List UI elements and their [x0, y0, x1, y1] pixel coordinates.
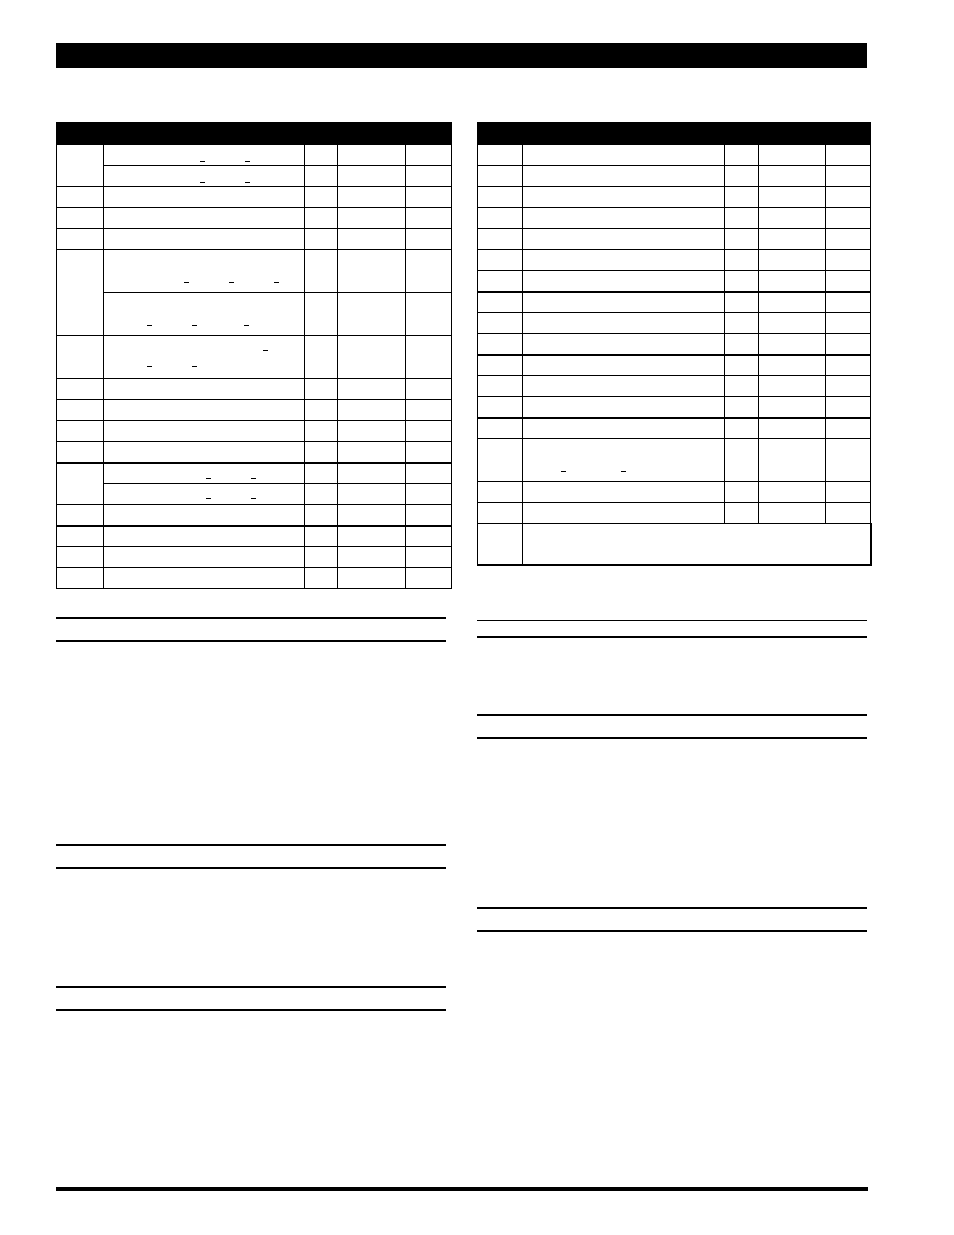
description-cell [104, 463, 305, 484]
pin-cell [478, 482, 523, 503]
table-cell [725, 166, 759, 187]
section-rule [477, 620, 867, 621]
table-cell [725, 482, 759, 503]
table-cell [759, 166, 826, 187]
pin-cell [478, 313, 523, 334]
pin-cell [57, 568, 104, 589]
table-cell [305, 250, 338, 293]
column-header [406, 123, 452, 145]
table-cell [759, 313, 826, 334]
section-rule [56, 867, 446, 869]
description-cell [104, 505, 305, 526]
table-cell [406, 187, 452, 208]
description-cell [104, 379, 305, 400]
left-pin-table [56, 122, 452, 589]
table-cell [725, 439, 759, 482]
pin-cell [478, 166, 523, 187]
table-cell [725, 397, 759, 418]
overbar-mark [274, 282, 279, 283]
table-cell [338, 379, 406, 400]
pin-cell [57, 229, 104, 250]
column-header [826, 123, 871, 145]
table-row [478, 397, 871, 418]
table-cell [305, 166, 338, 187]
table-row [478, 187, 871, 208]
table-cell [725, 271, 759, 292]
table-row [57, 229, 452, 250]
table-cell [759, 439, 826, 482]
table-cell [826, 376, 871, 397]
description-cell [104, 547, 305, 568]
overbar-mark [192, 366, 197, 367]
description-cell [523, 208, 725, 229]
description-cell [104, 400, 305, 421]
table-row [478, 208, 871, 229]
description-cell [523, 439, 725, 482]
section-rule [477, 636, 867, 638]
table-row [57, 250, 452, 293]
pin-cell [478, 376, 523, 397]
table-cell [826, 334, 871, 355]
overbar-mark [147, 325, 152, 326]
table-row [478, 145, 871, 166]
table-cell [406, 166, 452, 187]
description-cell [523, 355, 725, 376]
table-cell [406, 463, 452, 484]
table-cell [305, 505, 338, 526]
table-cell [826, 439, 871, 482]
table-cell [759, 271, 826, 292]
table-cell [406, 229, 452, 250]
table-cell [759, 250, 826, 271]
table-cell [338, 442, 406, 463]
section-rule [477, 737, 867, 739]
overbar-mark [251, 498, 256, 499]
description-cell [104, 442, 305, 463]
table-cell [826, 229, 871, 250]
overbar-mark [621, 471, 626, 472]
table-cell [338, 145, 406, 166]
table-cell [305, 145, 338, 166]
pin-cell [478, 271, 523, 292]
table-header-row [478, 123, 871, 145]
description-cell [523, 229, 725, 250]
right-pin-table [477, 122, 872, 566]
pin-cell [57, 547, 104, 568]
table-cell [759, 187, 826, 208]
table-cell [338, 421, 406, 442]
pin-cell [57, 187, 104, 208]
pin-cell [57, 442, 104, 463]
table-row [57, 463, 452, 484]
section-rule [56, 986, 446, 988]
section-rule [56, 844, 446, 846]
description-cell [104, 526, 305, 547]
table-row [57, 187, 452, 208]
table-cell [725, 250, 759, 271]
table-cell [826, 208, 871, 229]
description-cell [523, 313, 725, 334]
table-cell [406, 484, 452, 505]
overbar-mark [245, 161, 250, 162]
description-cell [523, 418, 725, 439]
table-cell [725, 145, 759, 166]
table-cell [305, 400, 338, 421]
table-cell [826, 145, 871, 166]
section-rule [56, 640, 446, 642]
table-row [478, 503, 871, 524]
description-cell [104, 421, 305, 442]
overbar-mark [200, 161, 205, 162]
table-row [478, 482, 871, 503]
table-cell [406, 421, 452, 442]
table-row [478, 524, 871, 565]
pin-cell [478, 439, 523, 482]
table-header-row [57, 123, 452, 145]
table-row [478, 334, 871, 355]
table-row [57, 505, 452, 526]
pin-cell [57, 463, 104, 505]
table-cell [759, 229, 826, 250]
pin-cell [478, 503, 523, 524]
table-cell [305, 463, 338, 484]
table-cell [305, 293, 338, 336]
description-cell [523, 482, 725, 503]
table-cell [759, 145, 826, 166]
table-cell [406, 250, 452, 293]
table-cell [826, 166, 871, 187]
overbar-mark [184, 282, 189, 283]
column-header [478, 123, 523, 145]
table-cell [338, 547, 406, 568]
section-heading [479, 911, 865, 928]
table-row [478, 271, 871, 292]
description-cell [523, 145, 725, 166]
table-row [57, 166, 452, 187]
section-rule [477, 714, 867, 716]
table-cell [305, 379, 338, 400]
table-cell [725, 334, 759, 355]
table-cell [305, 442, 338, 463]
table-row [478, 229, 871, 250]
table-cell [759, 292, 826, 313]
table-row [478, 418, 871, 439]
table-cell [725, 313, 759, 334]
table-cell [406, 208, 452, 229]
table-cell [406, 526, 452, 547]
pin-cell [57, 379, 104, 400]
description-cell [104, 568, 305, 589]
pin-cell [57, 421, 104, 442]
column-header [725, 123, 759, 145]
pin-cell [57, 208, 104, 229]
table-cell [338, 463, 406, 484]
table-cell [305, 547, 338, 568]
description-cell [523, 376, 725, 397]
table-row [478, 250, 871, 271]
description-cell [523, 397, 725, 418]
pin-cell [478, 250, 523, 271]
table-row [57, 526, 452, 547]
table-cell [406, 379, 452, 400]
table-cell [406, 505, 452, 526]
table-row [478, 376, 871, 397]
table-cell [725, 292, 759, 313]
column-header [759, 123, 826, 145]
table-cell [406, 145, 452, 166]
description-cell [523, 166, 725, 187]
table-cell [826, 292, 871, 313]
overbar-mark [206, 498, 211, 499]
section-heading [479, 718, 865, 735]
table-cell [826, 397, 871, 418]
table-cell [759, 418, 826, 439]
table-cell [826, 250, 871, 271]
table-row [57, 400, 452, 421]
overbar-mark [229, 282, 234, 283]
table-cell [826, 271, 871, 292]
description-cell [523, 334, 725, 355]
overbar-mark [251, 478, 256, 479]
table-row [478, 166, 871, 187]
page-header-bar [56, 43, 867, 68]
pin-cell [57, 250, 104, 336]
description-cell [523, 292, 725, 313]
table-cell [305, 187, 338, 208]
table-cell [759, 355, 826, 376]
table-cell [406, 547, 452, 568]
table-cell [406, 400, 452, 421]
table-cell [338, 568, 406, 589]
description-cell [104, 208, 305, 229]
table-cell [826, 355, 871, 376]
description-cell [104, 293, 305, 336]
table-row [57, 421, 452, 442]
table-cell [406, 442, 452, 463]
pin-cell [478, 334, 523, 355]
pin-cell [478, 145, 523, 166]
table-row [57, 145, 452, 166]
pin-cell [478, 418, 523, 439]
table-row [57, 379, 452, 400]
table-row [57, 547, 452, 568]
table-cell [305, 208, 338, 229]
table-cell [305, 484, 338, 505]
pin-cell [57, 400, 104, 421]
column-header [305, 123, 338, 145]
table-row [57, 442, 452, 463]
table-row [478, 355, 871, 376]
description-cell [523, 503, 725, 524]
column-header [523, 123, 725, 145]
section-heading [479, 622, 865, 635]
table-cell [338, 208, 406, 229]
table-cell [725, 503, 759, 524]
column-header [104, 123, 305, 145]
pin-cell [57, 505, 104, 526]
table-cell [725, 187, 759, 208]
table-cell [305, 421, 338, 442]
table-cell [725, 229, 759, 250]
table-row [57, 208, 452, 229]
pin-cell [57, 145, 104, 187]
section-rule [56, 617, 446, 619]
table-cell [338, 336, 406, 379]
table-cell [338, 484, 406, 505]
section-heading [58, 990, 444, 1007]
pin-cell [478, 187, 523, 208]
table-cell [305, 568, 338, 589]
section-rule [477, 930, 867, 932]
table-row [57, 484, 452, 505]
section-rule [56, 1009, 446, 1011]
pin-cell [478, 524, 523, 565]
pin-cell [478, 208, 523, 229]
description-cell [523, 271, 725, 292]
pin-cell [478, 292, 523, 313]
section-heading [58, 848, 444, 865]
table-cell [725, 208, 759, 229]
table-cell [338, 250, 406, 293]
note-cell [523, 524, 871, 565]
table-cell [759, 397, 826, 418]
table-cell [338, 526, 406, 547]
overbar-mark [147, 366, 152, 367]
description-cell [104, 336, 305, 379]
table-row [478, 439, 871, 482]
description-cell [104, 166, 305, 187]
table-row [57, 336, 452, 379]
table-cell [338, 505, 406, 526]
page-footer-rule [56, 1187, 868, 1191]
table-cell [759, 208, 826, 229]
table-row [478, 292, 871, 313]
table-row [57, 568, 452, 589]
description-cell [104, 229, 305, 250]
table-cell [725, 418, 759, 439]
table-cell [338, 166, 406, 187]
description-cell [104, 250, 305, 293]
section-rule [477, 907, 867, 909]
pin-cell [57, 526, 104, 547]
table-cell [406, 568, 452, 589]
table-cell [338, 229, 406, 250]
section-heading [58, 621, 444, 638]
table-cell [826, 187, 871, 208]
description-cell [104, 145, 305, 166]
overbar-mark [200, 182, 205, 183]
overbar-mark [192, 325, 197, 326]
table-row [478, 313, 871, 334]
table-cell [338, 187, 406, 208]
description-cell [523, 187, 725, 208]
table-cell [759, 503, 826, 524]
overbar-mark [206, 478, 211, 479]
table-cell [759, 376, 826, 397]
table-cell [725, 355, 759, 376]
table-cell [338, 293, 406, 336]
column-header [338, 123, 406, 145]
overbar-mark [561, 471, 566, 472]
pin-cell [57, 336, 104, 379]
table-cell [406, 293, 452, 336]
table-cell [826, 418, 871, 439]
description-cell [104, 187, 305, 208]
table-cell [725, 376, 759, 397]
table-cell [338, 400, 406, 421]
table-cell [826, 313, 871, 334]
column-header [57, 123, 104, 145]
table-cell [759, 334, 826, 355]
table-cell [305, 526, 338, 547]
table-cell [406, 336, 452, 379]
description-cell [523, 250, 725, 271]
table-row [57, 293, 452, 336]
overbar-mark [245, 182, 250, 183]
table-cell [759, 482, 826, 503]
overbar-mark [244, 325, 249, 326]
description-cell [104, 484, 305, 505]
table-cell [305, 336, 338, 379]
table-cell [826, 482, 871, 503]
pin-cell [478, 397, 523, 418]
table-cell [305, 229, 338, 250]
pin-cell [478, 355, 523, 376]
overbar-mark [263, 350, 268, 351]
pin-cell [478, 229, 523, 250]
table-cell [826, 503, 871, 524]
